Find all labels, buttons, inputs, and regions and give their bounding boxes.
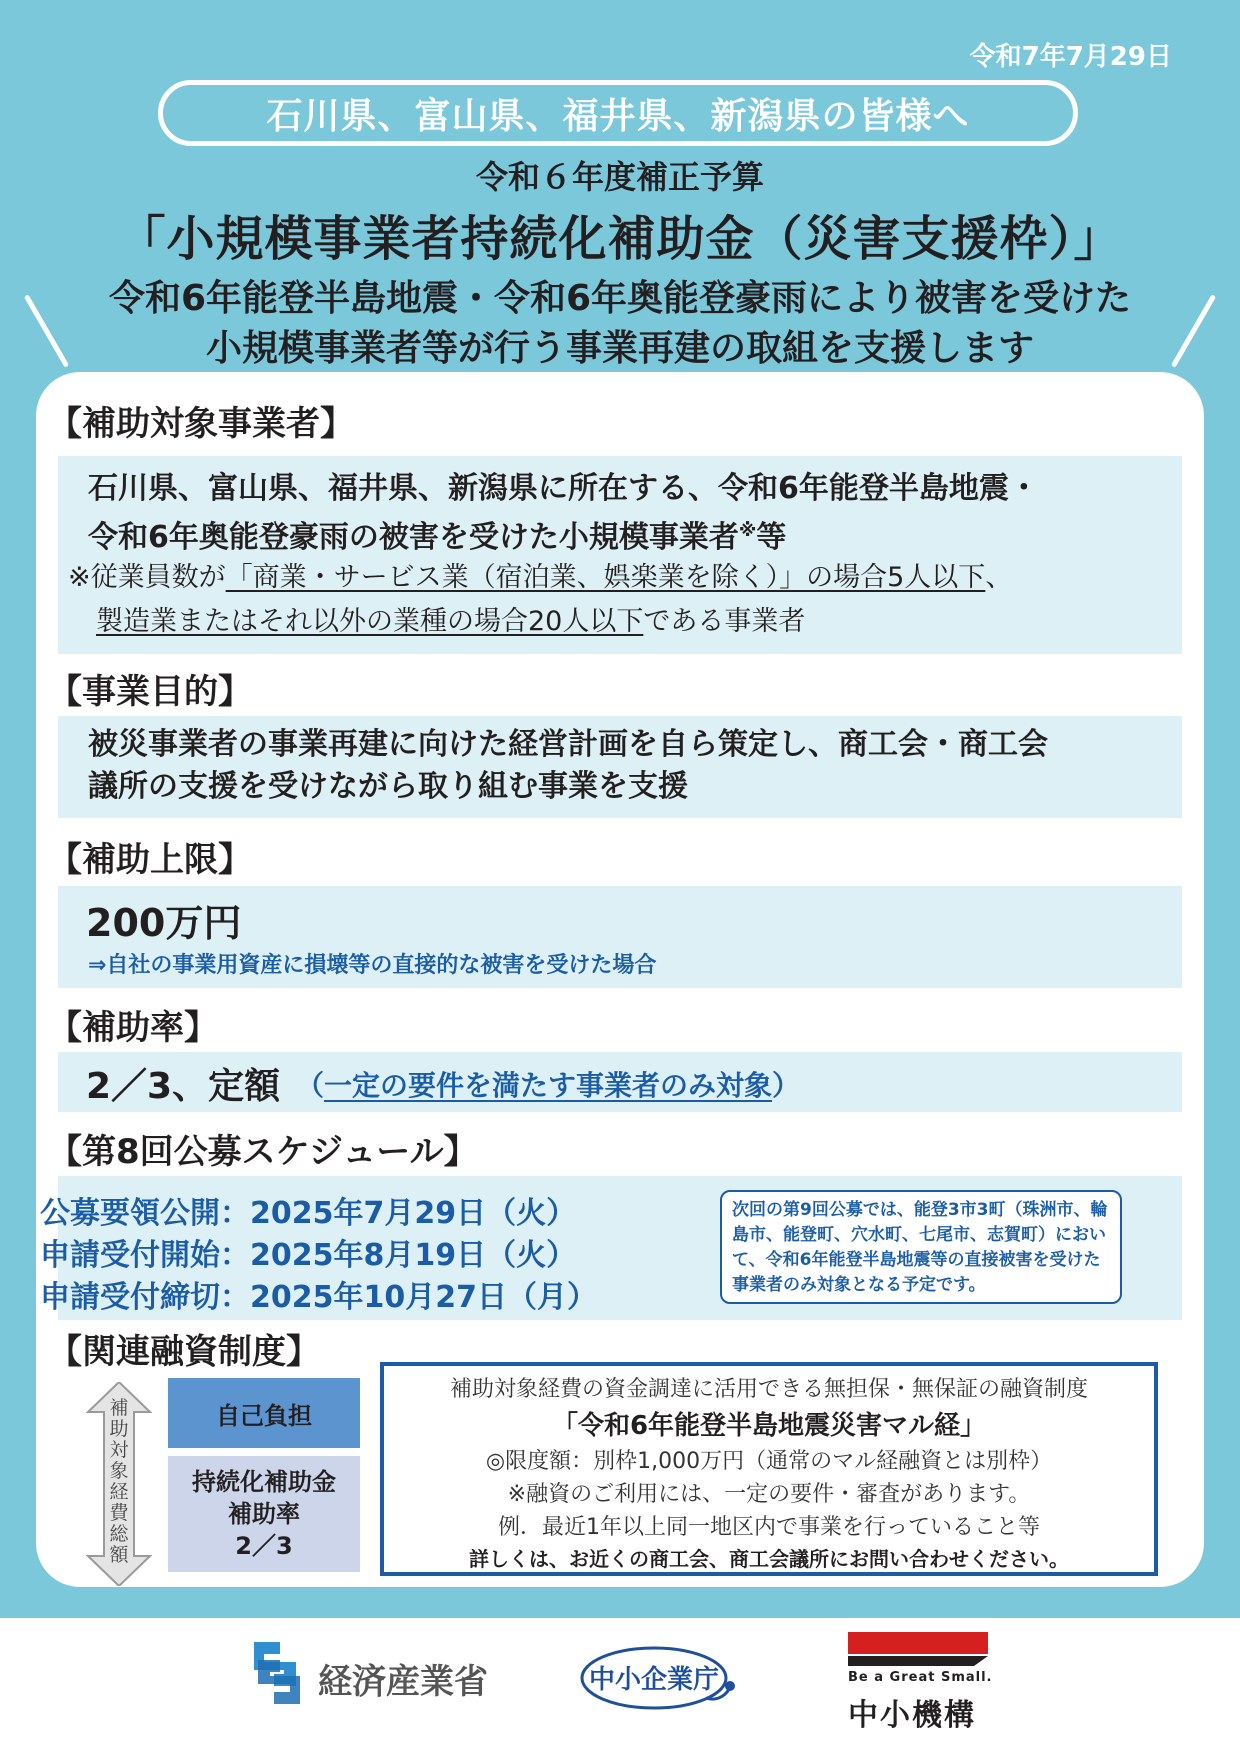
note-prefix: ※従業員数が [68,562,226,593]
subsidy-line-2: 補助率 [228,1500,300,1528]
eligible-note-line-2 [68,600,1012,644]
issue-date: 令和7年7月29日 [969,42,1172,72]
schedule-item-publication: 公募要領公開：2025年7月29日（火） [40,1196,577,1231]
loan-info-box [380,1362,1158,1576]
loan-limit: ◎限度額：別枠1,000万円（通常のマル経融資とは別枠） [485,1449,1053,1474]
schedule-item-start: 申請受付開始：2025年8月19日（火） [40,1238,577,1273]
note-separator: 、 [985,562,1013,593]
purpose-line-1: 被災事業者の事業再建に向けた経営計画を自ら策定し、商工会・商工会 [88,727,1048,762]
rate-value: 2／3、定額 [86,1066,281,1107]
rate-box [58,1052,1182,1112]
section-heading-purpose: 【事業目的】 [48,672,252,712]
audience-text: 石川県、富山県、福井県、新潟県の皆様へ [266,95,970,137]
meti-logo-text: 経済産業省 [318,1662,488,1702]
eligible-line-1: 石川県、富山県、福井県、新潟県に所在する、令和6年能登半島地震・ [88,471,1039,506]
rate-note-text: 一定の要件を満たす事業者のみ対象 [324,1069,773,1102]
limit-note: ⇒自社の事業用資産に損壊等の直接的な被害を受けた場合 [88,953,657,978]
next-round-note: 次回の第9回公募では、能登3市3町（珠洲市、輪島市、能登町、穴水町、七尾市、志賀町）において、令和6年能登半島地震等の直接被害を受けた事業者のみ対象となる予定です。 [720,1190,1122,1304]
smrj-logo-text: 中小機構 [848,1698,976,1733]
eligible-note [68,556,1012,644]
note-commerce-condition: 「商業・サービス業（宿泊業、娯楽業を除く）」の場合5人以下 [225,562,986,593]
subsidy-block [168,1456,360,1572]
section-heading-finance: 【関連融資制度】 [48,1332,320,1372]
meti-logo-icon [246,1638,308,1708]
subsidy-line-3: 2／3 [235,1532,293,1560]
loan-name: 「令和6年能登半島地震災害マル経」 [551,1411,987,1441]
lead-text [0,274,1240,374]
note-end: である事業者 [643,606,806,637]
eligible-note-line-1 [68,556,1012,600]
note-manufacturing-condition: 製造業またはそれ以外の業種の場合20人以下 [96,606,644,637]
eligible-text [88,468,1039,559]
section-heading-eligible: 【補助対象事業者】 [48,404,354,444]
page-title: 「小規模事業者持続化補助金（災害支援枠）」 [117,211,1123,267]
loan-example: 例．最近1年以上同一地区内で事業を行っていること等 [498,1515,1040,1540]
section-heading-rate: 【補助率】 [48,1008,218,1048]
limit-amount: 200万円 [86,901,242,945]
sme-agency-logo [578,1642,738,1714]
lead-line-1: 令和6年能登半島地震・令和6年奥能登豪雨により被害を受けた [108,278,1132,319]
section-heading-schedule: 【第8回公募スケジュール】 [48,1132,478,1172]
purpose-text [88,724,1048,808]
self-burden-block: 自己負担 [168,1378,360,1448]
lead-line-2: 小規模事業者等が行う事業再建の取組を支援します [205,328,1034,369]
budget-label: 令和６年度補正予算 [475,158,764,196]
audience-banner [158,80,1078,146]
rate-note [296,1064,800,1104]
loan-requirement: ※融資のご利用には、一定の要件・審査があります。 [507,1482,1031,1507]
purpose-line-2: 議所の支援を受けながら取り組む事業を支援 [88,769,688,804]
section-heading-limit: 【補助上限】 [48,840,252,880]
arrow-label: 補助対象経費総額 [109,1397,129,1566]
purpose-box [58,716,1182,818]
eligible-line-2-end: 等 [756,520,787,555]
rate-note-open: （ [296,1069,325,1102]
eligible-line-2 [88,510,1039,559]
footnote-mark: ※ [738,520,757,541]
eligible-line-2-text: 令和6年奥能登豪雨の被害を受けた小規模事業者 [88,520,739,555]
subsidy-line-1: 持続化補助金 [192,1468,336,1496]
rate-note-close: ） [772,1069,801,1102]
loan-intro: 補助対象経費の資金調達に活用できる無担保・無保証の融資制度 [449,1377,1088,1402]
loan-contact: 詳しくは、お近くの商工会、商工会議所にお問い合わせください。 [469,1547,1069,1571]
smrj-logo-icon [848,1632,988,1666]
smrj-tagline: Be a Great Small. [848,1670,993,1685]
limit-box [58,886,1182,988]
sme-agency-logo-text: 中小企業庁 [588,1665,720,1695]
schedule-item-deadline: 申請受付締切：2025年10月27日（月） [40,1280,597,1315]
eligible-box [58,456,1182,654]
